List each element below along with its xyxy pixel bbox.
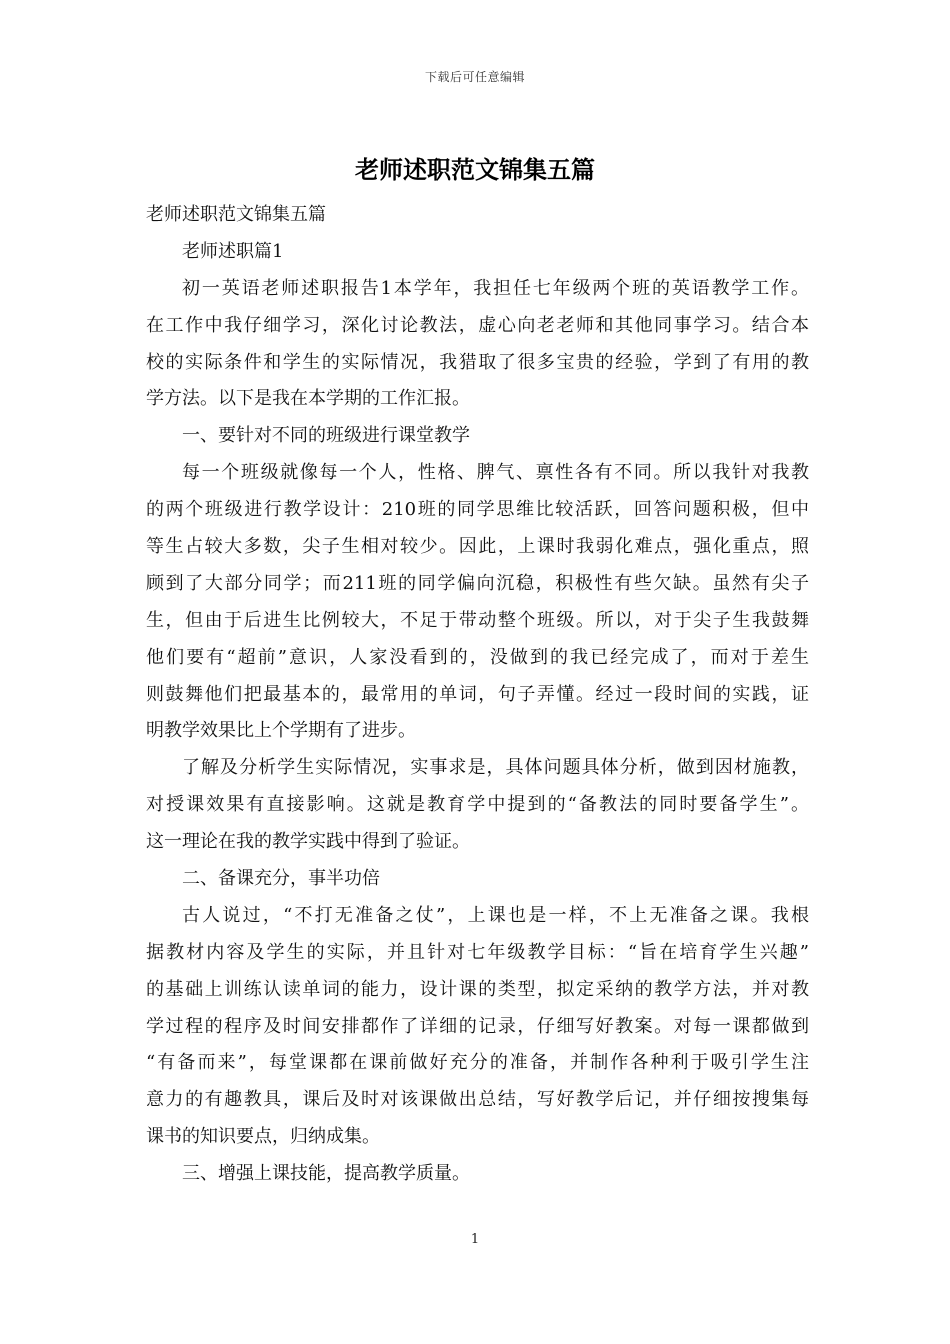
text-line: 等生占较大多数，尖子生相对较少。因此，上课时我弱化难点，强化重点，照 [146, 536, 809, 558]
text-line: 的两个班级进行教学设计：210班的同学思维比较活跃，回答问题积极，但中 [146, 499, 809, 521]
text-line: 生，但由于后进生比例较大，不足于带动整个班级。所以，对于尖子生我鼓舞 [146, 609, 809, 631]
text-line: 课书的知识要点，归纳成集。 [146, 1126, 380, 1148]
text-line: 则鼓舞他们把最基本的，最常用的单词，句子弄懂。经过一段时间的实践，证 [146, 683, 809, 705]
text-line: 这一理论在我的教学实践中得到了验证。 [146, 831, 470, 853]
text-line: 学过程的程序及时间安排都作了详细的记录，仔细写好教案。对每一课都做到 [146, 1015, 809, 1037]
text-line: 二、备课充分，事半功倍 [182, 868, 380, 890]
text-line: 古人说过，“不打无准备之仗”，上课也是一样，不上无准备之课。我根 [182, 904, 809, 926]
text-line: 初一英语老师述职报告1本学年，我担任七年级两个班的英语教学工作。 [182, 277, 809, 299]
page-header: 下载后可任意编辑 [424, 70, 525, 84]
document-title: 老师述职范文锦集五篇 [355, 155, 595, 184]
text-line: 对授课效果有直接影响。这就是教育学中提到的“备教法的同时要备学生”。 [146, 794, 809, 816]
text-line: “有备而来”，每堂课都在课前做好充分的准备，并制作各种利于吸引学生注 [146, 1052, 809, 1074]
text-line: 一、要针对不同的班级进行课堂教学 [182, 425, 470, 447]
text-line: 学方法。以下是我在本学期的工作汇报。 [146, 388, 470, 410]
text-line: 老师述职篇1 [182, 240, 284, 262]
text-line: 校的实际条件和学生的实际情况，我猎取了很多宝贵的经验，学到了有用的教 [146, 351, 809, 373]
text-line: 的基础上训练认读单词的能力，设计课的类型，拟定采纳的教学方法，并对教 [146, 978, 809, 1000]
text-line: 了解及分析学生实际情况，实事求是，具体问题具体分析，做到因材施教， [182, 757, 809, 779]
text-line: 他们要有“超前”意识，人家没看到的，没做到的我已经完成了，而对于差生 [146, 646, 809, 668]
document-body [146, 197, 809, 1193]
text-line: 在工作中我仔细学习，深化讨论教法，虚心向老老师和其他同事学习。结合本 [146, 314, 809, 336]
text-line: 每一个班级就像每一个人，性格、脾气、禀性各有不同。所以我针对我教 [182, 462, 809, 484]
text-line: 意力的有趣教具，课后及时对该课做出总结，写好教学后记，并仔细按搜集每 [146, 1089, 809, 1111]
text-line: 顾到了大部分同学；而211班的同学偏向沉稳，积极性有些欠缺。虽然有尖子 [146, 572, 809, 594]
text-line: 三、增强上课技能，提高教学质量。 [182, 1163, 470, 1185]
text-line: 据教材内容及学生的实际，并且针对七年级教学目标：“旨在培育学生兴趣” [146, 941, 809, 963]
page-number: 1 [470, 1232, 480, 1247]
text-line: 明教学效果比上个学期有了进步。 [146, 720, 416, 742]
text-line: 老师述职范文锦集五篇 [146, 204, 326, 225]
